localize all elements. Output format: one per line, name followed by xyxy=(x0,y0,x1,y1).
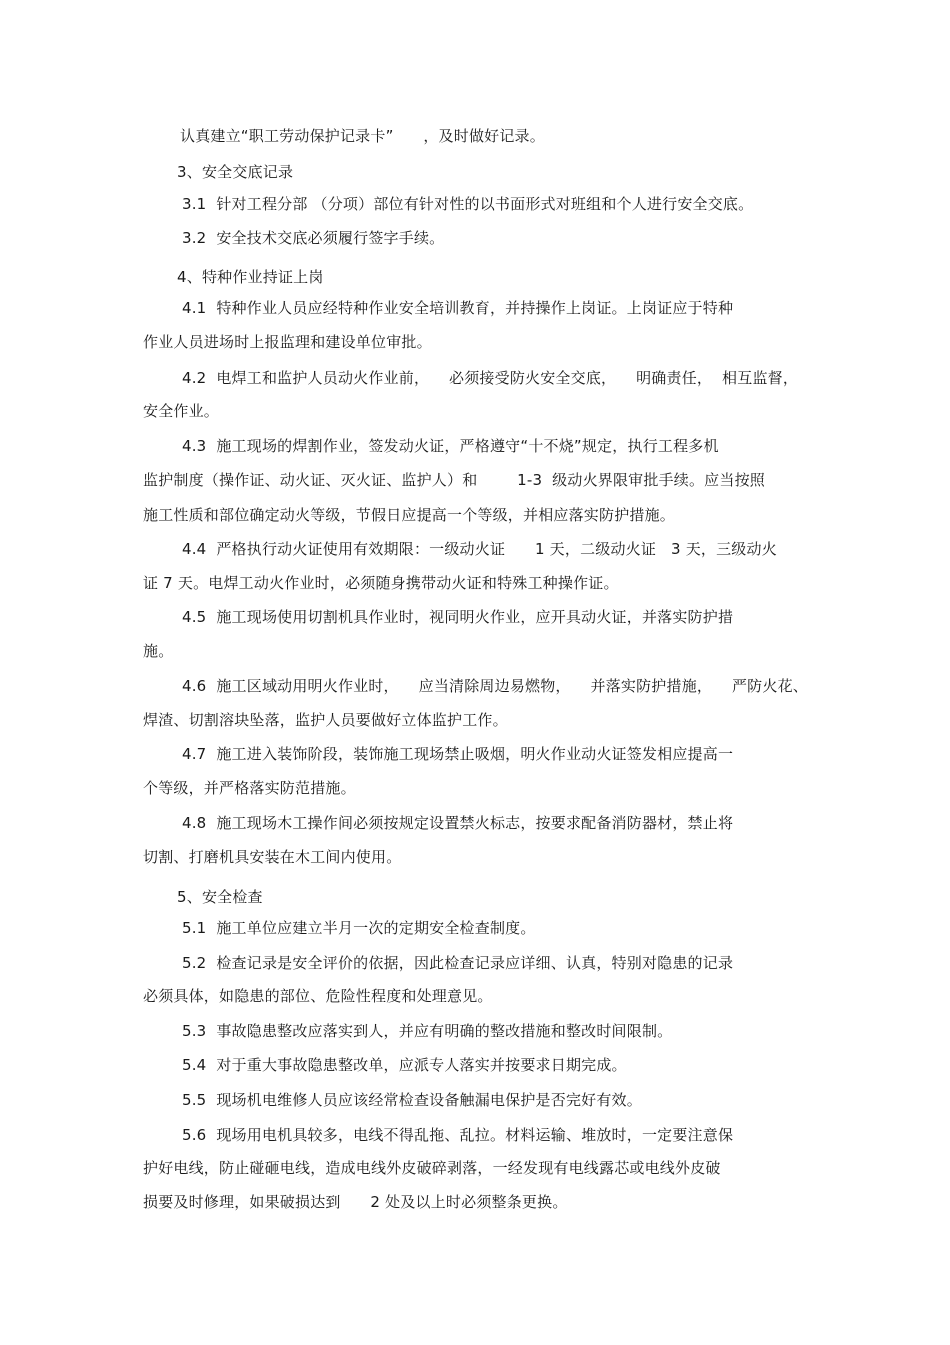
text-line: 安全作业。 xyxy=(143,402,220,420)
text-line: 施。 xyxy=(143,642,174,660)
text-line: 5.3 事故隐患整改应落实到人，并应有明确的整改措施和整改时间限制。 xyxy=(177,1022,673,1040)
text-line: 损要及时修理，如果破损达到 2 处及以上时必须整条更换。 xyxy=(143,1193,568,1211)
text-line: 4.1 特种作业人员应经特种作业安全培训教育，并持操作上岗证。上岗证应于特种 xyxy=(177,299,734,317)
text-line: 认真建立“职工劳动保护记录卡” ，及时做好记录。 xyxy=(180,127,545,145)
section-heading: 5、安全检查 xyxy=(177,888,263,906)
section-heading: 3、安全交底记录 xyxy=(177,163,294,181)
text-line: 5.1 施工单位应建立半月一次的定期安全检查制度。 xyxy=(177,919,536,937)
text-line: 5.5 现场机电维修人员应该经常检查设备触漏电保护是否完好有效。 xyxy=(177,1091,642,1109)
text-line: 监护制度（操作证、动火证、灭火证、监护人）和 1-3 级动火界限审批手续。应当按照 xyxy=(143,471,765,489)
text-line: 焊渣、切割溶块坠落，监护人员要做好立体监护工作。 xyxy=(143,711,508,729)
text-line: 4.5 施工现场使用切割机具作业时，视同明火作业，应开具动火证，并落实防护措 xyxy=(177,608,734,626)
text-line: 必须具体，如隐患的部位、危险性程度和处理意见。 xyxy=(143,987,493,1005)
text-line: 作业人员进场时上报监理和建设单位审批。 xyxy=(143,333,432,351)
text-line: 施工性质和部位确定动火等级，节假日应提高一个等级，并相应落实防护措施。 xyxy=(143,506,676,524)
text-line: 护好电线，防止碰砸电线，造成电线外皮破碎剥落，一经发现有电线露芯或电线外皮破 xyxy=(143,1159,721,1177)
text-line: 5.6 现场用电机具较多，电线不得乱拖、乱拉。材料运输、堆放时，一定要注意保 xyxy=(177,1126,734,1144)
text-line: 切割、打磨机具安装在木工间内使用。 xyxy=(143,848,402,866)
text-line: 4.8 施工现场木工操作间必须按规定设置禁火标志，按要求配备消防器材，禁止将 xyxy=(177,814,734,832)
text-line: 3.1 针对工程分部 （分项）部位有针对性的以书面形式对班组和个人进行安全交底。 xyxy=(177,195,754,213)
text-line: 3.2 安全技术交底必须履行签字手续。 xyxy=(177,229,445,247)
text-line: 4.7 施工进入装饰阶段，装饰施工现场禁止吸烟，明火作业动火证签发相应提高一 xyxy=(177,745,734,763)
text-line: 个等级，并严格落实防范措施。 xyxy=(143,779,356,797)
text-line: 5.2 检查记录是安全评价的依据，因此检查记录应详细、认真，特别对隐患的记录 xyxy=(177,954,734,972)
text-line: 4.2 电焊工和监护人员动火作业前， 必须接受防火安全交底， 明确责任， 相互监督， xyxy=(177,369,799,387)
text-line: 4.3 施工现场的焊割作业，签发动火证，严格遵守“十不烧”规定，执行工程多机 xyxy=(177,437,719,455)
section-heading: 4、特种作业持证上岗 xyxy=(177,268,324,286)
text-line: 4.6 施工区域动用明火作业时， 应当清除周边易燃物， 并落实防护措施， 严防火花、 xyxy=(177,677,808,695)
text-line: 证 7 天。电焊工动火作业时，必须随身携带动火证和特殊工种操作证。 xyxy=(143,574,619,592)
text-line: 5.4 对于重大事故隐患整改单，应派专人落实并按要求日期完成。 xyxy=(177,1056,627,1074)
text-line: 4.4 严格执行动火证使用有效期限：一级动火证 1 天，二级动火证 3 天，三级动火 xyxy=(177,540,777,558)
